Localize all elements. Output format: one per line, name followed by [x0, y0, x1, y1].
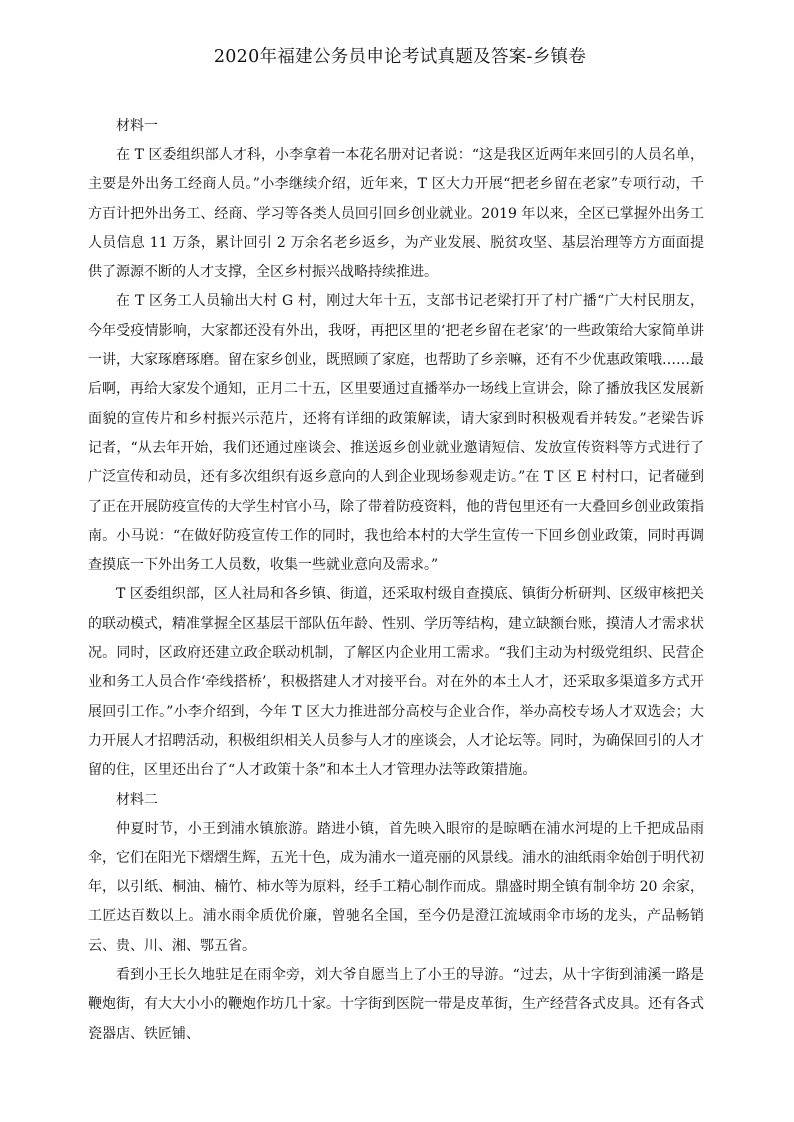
paragraph: 看到小王长久地驻足在雨伞旁，刘大爷自愿当上了小王的导游。“过去，从十字街到浦溪一路是鞭炮街，有大大小小的鞭炮作坊几十家。十字街到医院一带是皮革街，生产经营各式皮具。还有各式瓷器店、铁匠铺、 [88, 967, 704, 1042]
paragraph: 仲夏时节，小王到浦水镇旅游。踏进小镇，首先映入眼帘的是晾晒在浦水河堤的上千把成品雨伞，它们在阳光下熠熠生辉，五光十色，成为浦水一道亮丽的风景线。浦水的油纸雨伞始创于明代初年，以引纸、桐油、楠竹、柿水等为原料，经手工精心制作而成。鼎盛时期全镇有制伞坊 20 余家，工匠达百数以上。浦水雨伞质优价廉，曾驰名全国，至今仍是澄江流域雨伞市场的龙头，产品畅销云、贵、川、湘、鄂五省。 [88, 820, 704, 954]
document-title: 2020年福建公务员申论考试真题及答案-乡镇卷 [213, 47, 587, 67]
section-heading: 材料二 [116, 791, 158, 808]
paragraph: T 区委组织部，区人社局和各乡镇、街道，还采取村级自查摸底、镇街分析研判、区级审核把关的联动模式，精准掌握全区基层干部队伍年龄、性别、学历等结构，建立缺额台账，摸清人才需求状况。同时，区政府还建立政企联动机制，了解区内企业用工需求。“我们主动为村级党组织、民营企业和务工人员合作‘牵线搭桥’，积极搭建人才对接平台。对在外的本土人才，还采取多渠道多方式开展回引工作。”小李介绍到，今年 T 区大力推进部分高校与企业合作，举办高校专场人才双选会；大力开展人才招聘活动，积极组织相关人员参与人才的座谈会，人才论坛等。同时，为确保回引的人才留的住，区里还出台了“人才政策十条”和本土人才管理办法等政策措施。 [88, 586, 704, 779]
section-material-one [88, 112, 704, 786]
section-heading: 材料一 [116, 118, 158, 134]
section-material-two [88, 786, 704, 1049]
paragraph: 在 T 区务工人员输出大村 G 村，刚过大年十五，支部书记老梁打开了村广播“广大村民朋友，今年受疫情影响，大家都还没有外出，我呀，再把区里的‘把老乡留在老家’的一些政策给大家简单讲一讲，大家琢磨琢磨。留在家乡创业，既照顾了家庭，也帮助了乡亲嘛，还有不少优惠政策哦……最后啊，再给大家发个通知，正月二十五，区里要通过直播举办一场线上宣讲会，除了播放我区发展新面貌的宣传片和乡村振兴示范片，还将有详细的政策解读，请大家到时积极观看并转发。”老梁告诉记者，“从去年开始，我们还通过座谈会、推送返乡创业就业邀请短信、发放宣传资料等方式进行了广泛宣传和动员，还有多次组织有返乡意向的人到企业现场参观走访。”在 T 区 E 村村口，记者碰到了正在开展防疫宣传的大学生村官小马，除了带着防疫资料，他的背包里还有一大叠回乡创业政策指南。小马说：“在做好防疫宣传工作的同时，我也给本村的大学生宣传一下回乡创业政策，同时再调查摸底一下外出务工人员数，收集一些就业意向及需求。” [88, 293, 704, 574]
paragraph: 在 T 区委组织部人才科，小李拿着一本花名册对记者说：“这是我区近两年来回引的人员名单，主要是外出务工经商人员。”小李继续介绍，近年来，T 区大力开展“把老乡留在老家”专项行动，千方百计把外出务工、经商、学习等各类人员回引回乡创业就业。2019 年以来，全区已掌握外出务工人员信息 11 万条，累计回引 2 万余名老乡返乡，为产业发展、脱贫攻坚、基层治理等方方面面提供了源源不断的人才支撑，全区乡村振兴战略持续推进。 [88, 147, 704, 281]
